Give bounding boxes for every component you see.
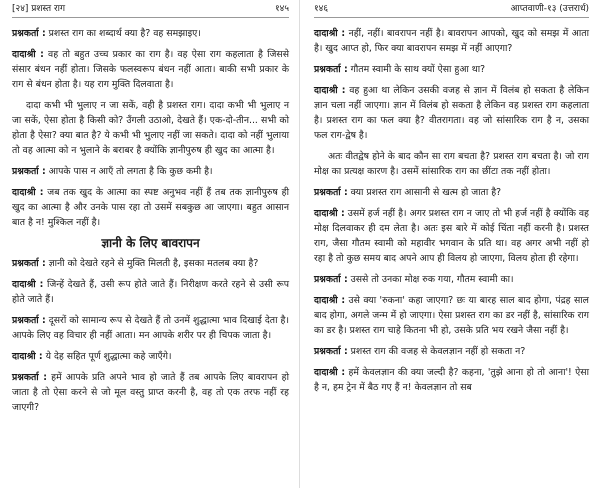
right-page-header <box>314 4 589 18</box>
left-page <box>0 0 299 488</box>
paragraph <box>314 293 589 338</box>
speaker-label: प्रश्नकर्ता : <box>12 315 46 326</box>
speaker-label: दादाश्री : <box>314 208 345 219</box>
section-heading: ज्ञानी के लिए बावरापन <box>101 236 200 250</box>
paragraph <box>314 206 589 266</box>
speaker-label: प्रश्नकर्ता : <box>314 274 348 285</box>
paragraph <box>12 370 289 415</box>
paragraph-text: वह हुआ था लेकिन उसकी वजह से ज्ञान में विलंब हो सकता है लेकिन ज्ञान चला नहीं जाएगा। ज्ञान में विलंब हो सकता है लेकिन वह प्रशस्त राग कहलाता है। प्रशस्त राग का फल क्या है? वीतरागता। वह जो सांसारिक राग है न, उसका फल राग-द्वेष है। <box>314 85 589 141</box>
paragraph <box>12 313 289 343</box>
book-title: आप्तवाणी-१३ (उत्तरार्ध) <box>510 4 589 14</box>
speaker-label: दादाश्री : <box>314 295 346 306</box>
paragraph-text: ये देह सहित पूर्ण शुद्धात्मा कहे जाएँगे। <box>45 351 172 362</box>
paragraph <box>314 365 589 395</box>
speaker-label: दादाश्री : <box>314 85 346 96</box>
paragraph-text: गौतम स्वामी के साथ क्यों ऐसा हुआ था? <box>350 64 486 75</box>
paragraph-text: आपके पास न आएँ तो लगता है कि कुछ कमी है। <box>48 166 213 177</box>
paragraph-text: उसे क्या 'रुकना' कहा जाएगा? छः या बारह साल बाद होगा, पंद्रह साल बाद होगा, अगले जन्म में हो जाएगा। ऐसा प्रशस्त राग का डर नहीं है, सांसारिक राग का डर है। प्रशस्त राग चाहे कितना भी हो, उसके प्रति भय रखने जैसा नहीं है। <box>314 295 589 336</box>
paragraph-text: ज्ञानी को देखते रहने से मुक्ति मिलती है, इसका मतलब क्या है? <box>48 258 259 269</box>
left-paragraphs <box>12 26 289 230</box>
speaker-label: प्रश्नकर्ता : <box>12 166 46 177</box>
paragraph <box>12 349 289 364</box>
paragraph-text: उसमें हर्ज नहीं है। अगर प्रशस्त राग न जाए तो भी हर्ज नहीं है क्योंकि वह मोक्ष दिलवाकर ही दम लेता है। अतः इस बारे में कोई चिंता नहीं करनी है। प्रशस्त राग, जैसा गौतम स्वामी को महावीर भगवान के प्रति था। वह अगर अभी नहीं हो रहा है तो कुछ समय बाद अपने आप ही विलय हो जाएगा, विलय होता ही रहेगा। <box>314 208 589 264</box>
left-paragraphs-2 <box>12 256 289 415</box>
paragraph <box>314 62 589 77</box>
paragraph-text: अतः वीतद्वेष होने के बाद कौन सा राग बचता है? प्रशस्त राग बचता है। जो राग मोक्ष का प्रत्यक्ष कारण है। उसमें सांसारिक राग का छींटा तक नहीं होता। <box>314 151 589 177</box>
speaker-label: प्रश्नकर्ता : <box>314 64 348 75</box>
paragraph-text: प्रशस्त राग की वजह से केवलज्ञान नहीं हो सकता न? <box>350 346 526 357</box>
speaker-label: दादाश्री : <box>12 187 44 198</box>
paragraph-text: जब तक खुद के आत्मा का स्पष्ट अनुभव नहीं हैं तब तक ज्ञानीपुरुष ही खुद का आत्मा है और उनके पास रहा तो उसमें सबकुछ आ जाएगा। बहुत आसान बात है न! मुश्किल नहीं है। <box>12 187 289 228</box>
page-number: १४५ <box>274 4 289 14</box>
speaker-label: प्रश्नकर्ता : <box>12 258 46 269</box>
page-number: १४६ <box>314 4 329 14</box>
paragraph <box>12 256 289 271</box>
speaker-label: दादाश्री : <box>12 351 43 362</box>
paragraph-text: दादा कभी भी भुलाए न जा सकें, वही है प्रशस्त राग। दादा कभी भी भुलाए न जा सकें, ऐसा होता है किसी को? उँगली उठाओ, देखते हैं। एक-दो-तीन... सभी को होता है ऐसा? क्या बात है? ये कभी भी भुलाए नहीं जा सकते। दादा को नहीं भुलाया तो वह आत्मा को न भुलाने के बराबर है क्योंकि ज्ञानीपुरुष ही खुद का आत्मा है। <box>12 100 289 156</box>
paragraph <box>12 47 289 92</box>
paragraph <box>12 98 289 158</box>
speaker-label: प्रश्नकर्ता : <box>12 372 47 383</box>
speaker-label: प्रश्नकर्ता : <box>314 187 348 198</box>
paragraph-text: प्रशस्त राग का शब्दार्थ क्या है? वह समझाइए। <box>48 28 201 39</box>
paragraph <box>314 83 589 143</box>
right-paragraphs <box>314 26 589 395</box>
paragraph-text: वह तो बहुत उच्च प्रकार का राग है। वह ऐसा राग कहलाता है जिससे संसार बंधन नहीं होता। जिसके फलस्वरूप बंधन नहीं आता। बाकी सभी प्रकार के राग से बंधन होता है। यह राग मुक्ति दिलवाता है। <box>12 49 289 90</box>
paragraph <box>314 272 589 287</box>
paragraph-text: उससे तो उनका मोक्ष रुक गया, गौतम स्वामी का। <box>350 274 514 285</box>
speaker-label: दादाश्री : <box>314 28 346 39</box>
paragraph-text: दूसरों को सामान्य रूप से देखते हैं तो उनमें शुद्धात्मा भाव दिखाई देता है। आपके लिए वह विचार ही नहीं आता। मन आपके शरीर पर ही चिपक जाता है। <box>12 315 289 341</box>
speaker-label: दादाश्री : <box>12 49 44 60</box>
speaker-label: प्रश्नकर्ता : <box>314 346 348 357</box>
speaker-label: प्रश्नकर्ता : <box>12 28 46 39</box>
paragraph <box>12 185 289 230</box>
speaker-label: दादाश्री : <box>12 279 44 290</box>
paragraph <box>12 26 289 41</box>
paragraph <box>314 26 589 56</box>
paragraph-text: जिन्हें देखते हैं, उसी रूप होते जाते हैं। निरीक्षण करते रहने से उसी रूप होते जाते हैं। <box>12 279 289 305</box>
paragraph <box>314 149 589 179</box>
paragraph-text: नहीं, नहीं। बावरापन नहीं है। बावरापन आपको, खुद को समझ में आता है। खुद आप्त हो, फिर क्या बावरापन समझ में नहीं आएगा? <box>314 28 589 54</box>
paragraph <box>314 344 589 359</box>
paragraph-text: हमें केवलज्ञान की क्या जल्दी है? कहना, 'तुझे आना हो तो आना'! ऐसा है न, हम ट्रेन में बैठ गए हैं न! केवलज्ञान तो सब <box>314 367 589 393</box>
speaker-label: दादाश्री : <box>314 367 346 378</box>
left-page-header <box>12 4 289 18</box>
paragraph <box>12 164 289 179</box>
paragraph <box>12 277 289 307</box>
paragraph <box>314 185 589 200</box>
section-title: [२४] प्रशस्त राग <box>12 4 66 14</box>
paragraph-text: हमें आपके प्रति अपने भाव हो जाते हैं तब आपके लिए बावरापन हो जाता है तो ऐसा करने से जो मूल वस्तु प्राप्त करनी है, वह तो एक तरफ नहीं रह जाएगी? <box>12 372 289 413</box>
right-page <box>300 0 599 488</box>
paragraph-text: क्या प्रशस्त राग आसानी से खत्म हो जाता है? <box>350 187 502 198</box>
